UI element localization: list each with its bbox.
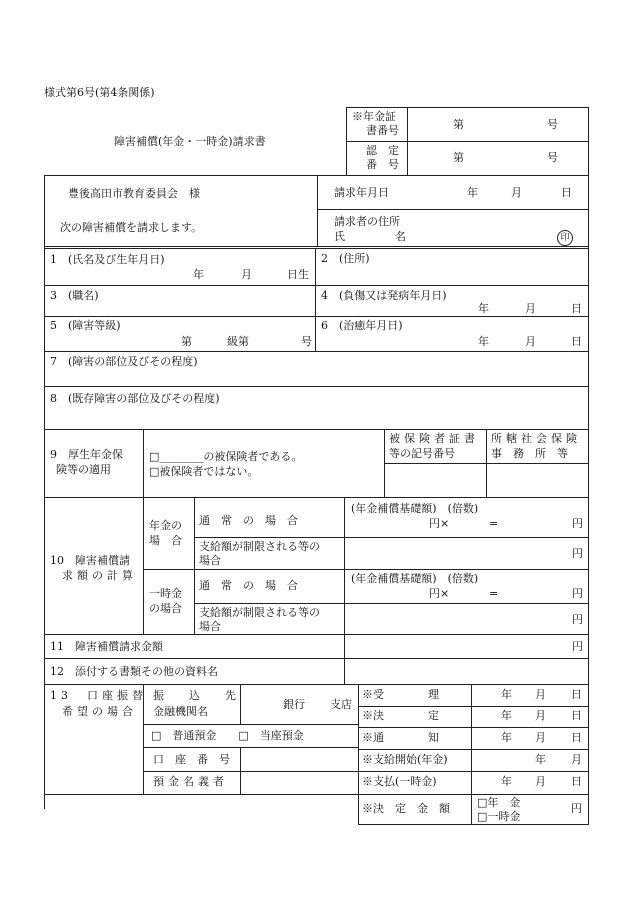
rule	[44, 316, 589, 317]
requester-address-label: 請求者の住所	[334, 215, 400, 228]
item10-ichiji-normal: 通 常 の 場 合	[199, 579, 298, 592]
rule	[44, 429, 589, 430]
rule	[317, 175, 318, 246]
item4-day: 日	[571, 302, 582, 315]
nintei-go: 号	[547, 151, 558, 164]
item10-ichiji-equals: =	[489, 587, 499, 600]
item10-ichiji-yen-times: 円×	[429, 587, 450, 600]
rule	[143, 569, 589, 570]
paid-month: 月	[535, 775, 546, 788]
item10-nenkin-2: 場 合	[149, 534, 182, 547]
office-amount: ※決 定 金 額	[362, 802, 450, 815]
rule	[358, 794, 589, 795]
rule	[358, 727, 589, 728]
rule	[358, 824, 589, 825]
item13-furikomi-1: 振 込 先	[153, 689, 243, 702]
item9-label-2: 険等の適用	[56, 463, 111, 476]
item2-label: 2 (住所)	[321, 252, 370, 265]
nintei-dai: 第	[453, 151, 464, 164]
item9-col1-header: 被保険者証書	[389, 432, 479, 445]
received-day: 日	[571, 688, 582, 701]
item11-yen: 円	[572, 640, 583, 653]
nintei-label: 認 定	[366, 144, 399, 157]
item10-nenkin-limited-2: 場合	[199, 554, 221, 567]
amount-yen: 円	[571, 802, 582, 815]
item13-branch: 支店	[330, 698, 352, 711]
seal-icon: 印	[557, 230, 573, 246]
office-decided: ※決 定	[362, 709, 439, 722]
item9-col1-header-2: 等の記号番号	[389, 447, 455, 460]
rule	[344, 634, 345, 684]
item10-ichiji-2: の場合	[149, 602, 182, 615]
rule	[44, 285, 589, 286]
item11-label: 11 障害補償請求金額	[50, 640, 163, 653]
item13-bank: 銀行	[283, 698, 305, 711]
amount-opt-nenkin: □年 金	[477, 796, 521, 809]
item10-label-2: 求額の計算	[62, 569, 137, 582]
rule	[44, 684, 589, 685]
addressee: 豊後高田市教育委員会 様	[68, 187, 200, 200]
item5-label: 5 (障害等級)	[50, 319, 121, 332]
item9-label-1: 9 厚生年金保	[50, 448, 123, 461]
form-title: 障害補償(年金・一時金)請求書	[114, 135, 266, 148]
item13-account-name: 預金名義者	[153, 775, 228, 788]
rule	[346, 141, 589, 142]
notified-day: 日	[571, 731, 582, 744]
item10-ichiji-limited-2: 場合	[199, 620, 221, 633]
notified-year: 年	[501, 731, 512, 744]
rule	[44, 794, 358, 795]
item9-option-not-insured: □被保険者ではない。	[149, 465, 259, 478]
office-received: ※受 理	[362, 688, 439, 701]
rule	[44, 175, 45, 809]
office-paid: ※支払(一時金)	[362, 775, 437, 788]
rule	[44, 497, 589, 498]
rule	[194, 603, 589, 604]
start-month: 月	[571, 753, 582, 766]
item12-label: 12 添付する書類その他の資料名	[50, 665, 218, 678]
rule	[317, 209, 588, 210]
item9-option-insured: □________の被保険者である。	[149, 450, 303, 463]
request-date-day: 日	[561, 186, 572, 199]
decided-month: 月	[535, 709, 546, 722]
cert-no-label-2: 書番号	[366, 124, 399, 137]
paid-year: 年	[501, 775, 512, 788]
nintei-label-2: 番 号	[366, 158, 399, 171]
request-date-month: 月	[511, 186, 522, 199]
decided-day: 日	[571, 709, 582, 722]
office-notified: ※通 知	[362, 731, 439, 744]
item3-label: 3 (職名)	[50, 289, 99, 302]
received-month: 月	[535, 688, 546, 701]
rule	[407, 107, 408, 175]
item10-nenkin-limited-1: 支給額が制限される等の	[199, 540, 320, 553]
rule	[358, 749, 589, 750]
item5-kyu: 級第	[227, 335, 249, 348]
item10-label-1: 10 障害補償請	[50, 554, 130, 567]
rule	[143, 771, 358, 772]
item13-label-1: 13 口座振替	[50, 689, 147, 702]
item10-nenkin-yen-times: 円×	[429, 517, 450, 530]
item1-year: 年	[193, 268, 204, 281]
rule	[358, 771, 589, 772]
rule	[44, 351, 589, 352]
cert-no-label: ※年金証	[352, 110, 396, 123]
notified-month: 月	[535, 731, 546, 744]
request-sentence: 次の障害補償を請求します。	[60, 221, 203, 234]
item6-day: 日	[571, 335, 582, 348]
item5-go: 号	[301, 335, 312, 348]
rule	[315, 248, 316, 352]
item10-nenkin-limited-yen: 円	[572, 547, 583, 560]
rule	[344, 497, 345, 634]
item13-deposit-types: □ 普通預金 □ 当座預金	[151, 729, 304, 742]
rule	[44, 386, 589, 387]
received-year: 年	[501, 688, 512, 701]
item1-month: 月	[241, 268, 252, 281]
item4-month: 月	[525, 302, 536, 315]
rule	[194, 537, 589, 538]
paid-day: 日	[571, 775, 582, 788]
item10-ichiji-limited-1: 支給額が制限される等の	[199, 606, 320, 619]
rule	[143, 724, 358, 725]
item10-nenkin-1: 年金の	[149, 519, 182, 532]
rule	[194, 497, 195, 634]
start-year: 年	[535, 753, 546, 766]
item1-label: 1 (氏名及び生年月日)	[50, 253, 165, 266]
office-start: ※支給開始(年金)	[362, 753, 448, 766]
item1-day: 日生	[287, 268, 309, 281]
item10-nenkin-normal: 通 常 の 場 合	[199, 514, 298, 527]
item6-label: 6 (治癒年月日)	[321, 319, 403, 332]
cert-no-go: 号	[547, 118, 558, 131]
requester-name-2: 名	[395, 230, 406, 243]
item8-label: 8 (既存障害の部位及びその程度)	[50, 392, 220, 405]
rule	[358, 706, 589, 707]
item9-col2-header: 所轄社会保険	[491, 432, 581, 445]
item7-label: 7 (障害の部位及びその程度)	[50, 355, 198, 368]
rule	[44, 246, 589, 247]
rule	[346, 107, 347, 175]
item13-label-2: 希望の場合	[62, 705, 137, 718]
item10-nenkin-basis: (年金補償基礎額) (倍数)	[351, 502, 479, 515]
item5-dai: 第	[181, 335, 192, 348]
item6-month: 月	[525, 335, 536, 348]
rule	[44, 248, 589, 249]
rule	[346, 107, 589, 108]
item9-col2-header-2: 事 務 所 等	[491, 447, 568, 460]
amount-opt-ichiji: □一時金	[477, 810, 521, 823]
item13-furikomi-2: 金融機関名	[153, 705, 208, 718]
item10-ichiji-1: 一時金	[149, 587, 182, 600]
item10-nenkin-yen: 円	[572, 517, 583, 530]
item13-account-no: 口 座 番 号	[153, 753, 230, 766]
request-date-label: 請求年月日	[334, 186, 389, 199]
item4-label: 4 (負傷又は発病年月日)	[321, 289, 447, 302]
rule	[143, 429, 144, 497]
requester-name-1: 氏	[334, 230, 345, 243]
rule	[143, 747, 358, 748]
rule	[384, 463, 589, 464]
form-number: 様式第6号(第4条関係)	[44, 86, 155, 99]
item10-ichiji-limited-yen: 円	[572, 613, 583, 626]
rule	[44, 634, 589, 635]
rule	[588, 107, 589, 175]
item10-nenkin-equals: =	[489, 517, 499, 530]
item6-year: 年	[478, 335, 489, 348]
item10-ichiji-basis: (年金補償基礎額) (倍数)	[351, 572, 479, 585]
request-date-year: 年	[467, 186, 478, 199]
item10-ichiji-yen: 円	[572, 587, 583, 600]
cert-no-dai: 第	[453, 118, 464, 131]
rule	[143, 497, 144, 634]
rule	[44, 658, 589, 659]
decided-year: 年	[501, 709, 512, 722]
item4-year: 年	[478, 302, 489, 315]
